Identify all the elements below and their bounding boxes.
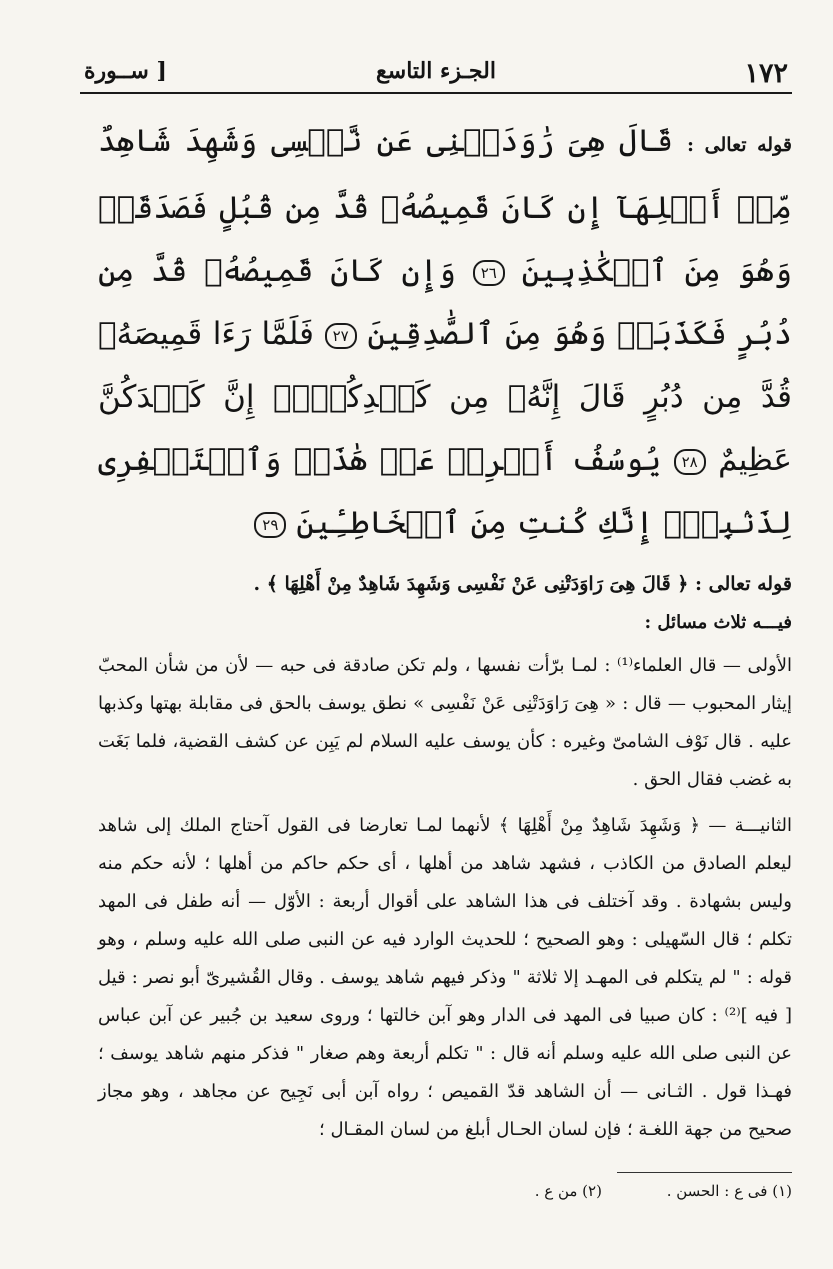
aya-number-marker: ٢٩ xyxy=(254,512,286,538)
commentary-paragraph-first: الأولى — قال العلماء⁽¹⁾ : لمـا برّأت نفسها ، ولم تكن صادقة فى حبه — لأن من شأن المحبّ إيثار المحبوب — قال : « هِىَ رَاوَدَتْنِى عَنْ نَفْسِى » نطق يوسف بالحق فى مقابلة بهتها وكذبها عليه . قال نَوْف الشامىّ وغيره : كأن يوسف عليه السلام لم يَبِن عن كشف القضية، فلما بَغَت به غضب فقال الحق . xyxy=(98,655,792,790)
verse-intro: قوله تعالى : xyxy=(687,134,792,156)
quran-verses xyxy=(98,110,792,555)
verse-text-27: وَإِن كَانَ قَمِيصُهُۥ قُدَّ مِن دُبُرٍ فَكَذَبَتۡ وَهُوَ مِنَ ٱلصَّٰدِقِينَ xyxy=(98,253,792,352)
footnote-item: (٢) من ع . xyxy=(534,1182,602,1200)
quoted-verse-line: قوله تعالى : ﴿ قَالَ هِىَ رَاوَدَتْنِى عَنْ نَفْسِى وَشَهِدَ شَاهِدٌ مِنْ أَهْلِهَا ﴾ . xyxy=(253,573,792,595)
footnote-divider xyxy=(617,1172,792,1173)
commentary-paragraph-second: الثانيـــة — ﴿ وَشَهِدَ شَاهِدٌ مِنْ أَهْلِهَا ﴾ لأنهما لمـا تعارضا فى القول آحتاج الملك إلى شاهد ليعلم الصادق من الكاذب ، فشهد شاهد من أهلها ، أى حكم حاكم من أهلها ؛ لأنه حكم منه وليس بشهادة . وقد آختلف فى هذا الشاهد على أقوال أربعة : الأوّل — أنه طفل فى المهد تكلم ؛ قال السّهيلى : وهو الصحيح ؛ للحديث الوارد فيه عن النبى صلى الله عليه وسلم ، وهو قوله : " لم يتكلم فى المهـد إلا ثلاثة " وذكر فيهم شاهد يوسف . وقال القُشيرىّ أبو نصر : قيل [ فيه ]⁽²⁾ : كان صبيا فى المهد فى الدار وهو آبن خالتها ؛ وروى سعيد بن جُبير عن آبن عباس عن النبى صلى الله عليه وسلم أنه قال : " تكلم أربعة وهم صغار " فذكر منهم شاهد يوسف ؛ فهـذا قول . الثـانى — أن الشاهد قدّ القميص ؛ رواه آبن أبى نَجِيح عن مجاهد ، وهو مجاز صحيح من جهة اللغـة ؛ فإن لسان الحـال أبلغ من لسان المقـال ؛ xyxy=(98,815,792,1140)
aya-number-marker: ٢٧ xyxy=(325,323,357,349)
footnote-item: (١) فى ع : الحسن . xyxy=(666,1182,792,1200)
page-header xyxy=(80,50,792,94)
aya-number-marker: ٢٨ xyxy=(674,449,706,475)
juz-title: الجـزء التاسع xyxy=(376,58,496,84)
section-subheading: فيـــه ثلاث مسائل : xyxy=(644,612,792,633)
page-number: ١٧٢ xyxy=(744,58,788,89)
footnotes xyxy=(292,1182,792,1200)
aya-number-marker: ٢٦ xyxy=(473,260,505,286)
verse-text-26: قَالَ هِىَ رَٰوَدَتۡنِى عَن نَّفۡسِى وَشَهِدَ شَاهِدٌ مِّنۡ أَهۡلِهَآ إِن كَانَ قَمِيصُهُۥ قُدَّ مِن قُبُلٍ فَصَدَقَتۡ وَهُوَ مِنَ ٱلۡكَٰذِبِينَ xyxy=(98,123,793,289)
verse-text-28: فَلَمَّا رَءَا قَمِيصَهُۥ قُدَّ مِن دُبُرٍ قَالَ إِنَّهُۥ مِن كَيۡدِكُنَّۖ إِنَّ كَيۡدَكُنَّ عَظِيمٌ xyxy=(98,316,793,478)
verse-text-29: يُوسُفُ أَعۡرِضۡ عَنۡ هَٰذَاۚ وَٱسۡتَغۡفِرِى لِذَنۢبِكِۖ إِنَّكِ كُنتِ مِنَ ٱلۡخَاطِـِٔينَ xyxy=(98,442,792,541)
surah-title: [ ســورة xyxy=(84,58,167,84)
page-content xyxy=(98,110,792,1149)
